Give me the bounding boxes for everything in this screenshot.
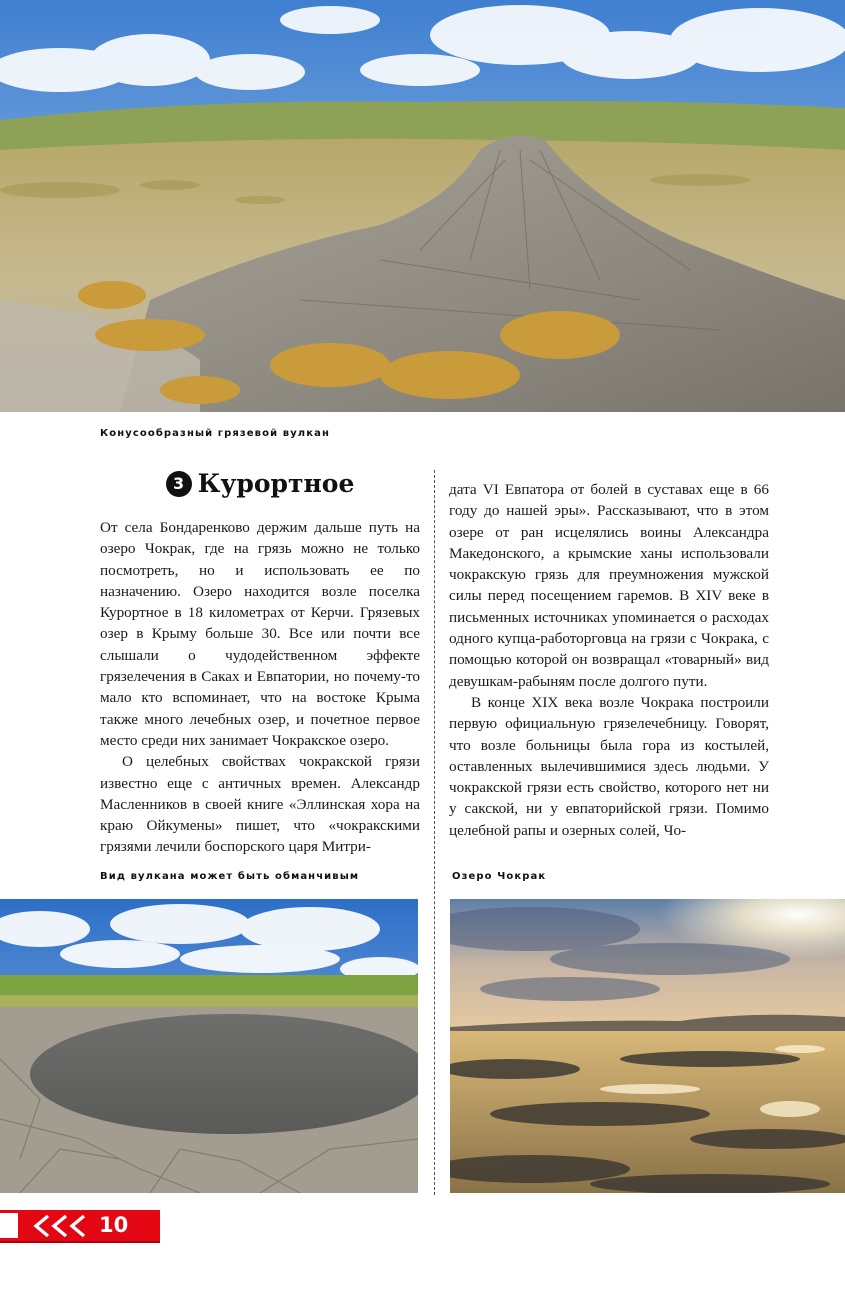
paragraph: О целебных свойствах чокракской грязи известно еще с античных времен. Александр Масленников в своей книге «Эллинская хора на краю Ойкумены» пишет, что «чокракскими грязями лечили боспорского царя Митри- — [100, 753, 420, 856]
right-photo-caption: Озеро Чокрак — [452, 871, 547, 882]
section-title: Курортное — [197, 469, 355, 498]
tab-notch — [0, 1213, 18, 1238]
section-number-badge: 3 — [166, 471, 192, 497]
photo-flat-volcano — [0, 899, 418, 1193]
section-heading — [100, 462, 420, 506]
column-divider — [434, 470, 435, 1195]
left-photo-caption: Вид вулкана может быть обманчивым — [100, 871, 360, 882]
text-column-left — [100, 517, 420, 858]
paragraph: В конце XIX века возле Чокрака построили первую официальную грязелечебницу. Говорят, что возле больницы была гора из костылей, оставленных вылечившимися здесь людьми. У чокракской грязи есть свойство, которого нет ни у сакской, ни у евпаторийской грязи. Помимо целебной рапы и озерных солей, Чо- — [449, 693, 769, 839]
page-number: 10 — [99, 1213, 129, 1237]
photo-chokrak-lake — [450, 899, 845, 1193]
triple-chevron-left-icon — [26, 1214, 96, 1238]
paragraph: дата VI Евпатора от болей в суставах еще в 66 году до нашей эры». Рассказывают, что в этом озере от ран исцелялись воины Александра Македонского, а крымские ханы использовали чокракскую грязь для преумножения мужской силы перед посещением гаремов. В XIV веке в письменных источниках упоминается о расходах одного купца-работорговца на грязи с Чокрака, с помощью которой он возвращал «товарный» вид девушкам-рабыням после долгого пути. — [449, 481, 769, 690]
paragraph: От села Бондаренково держим дальше путь на озеро Чокрак, где на грязь можно не только посмотреть, но и использовать ее по назначению. Озеро находится возле поселка Курортное в 18 километрах от Керчи. Грязевых озер в Крыму больше 30. Все или почти все слышали о чудодейственном эффекте грязелечения в Саках и Евпатории, но почему-то мало кто вспоминает, что на востоке Крыма также много лечебных озер, и почетное первое место среди них занимает Чокракское озеро. — [100, 519, 420, 749]
hero-photo-caption: Конусообразный грязевой вулкан — [100, 428, 330, 439]
hero-photo-mud-volcano — [0, 0, 845, 412]
text-column-right — [449, 479, 769, 841]
page-number-tab — [0, 1210, 160, 1243]
